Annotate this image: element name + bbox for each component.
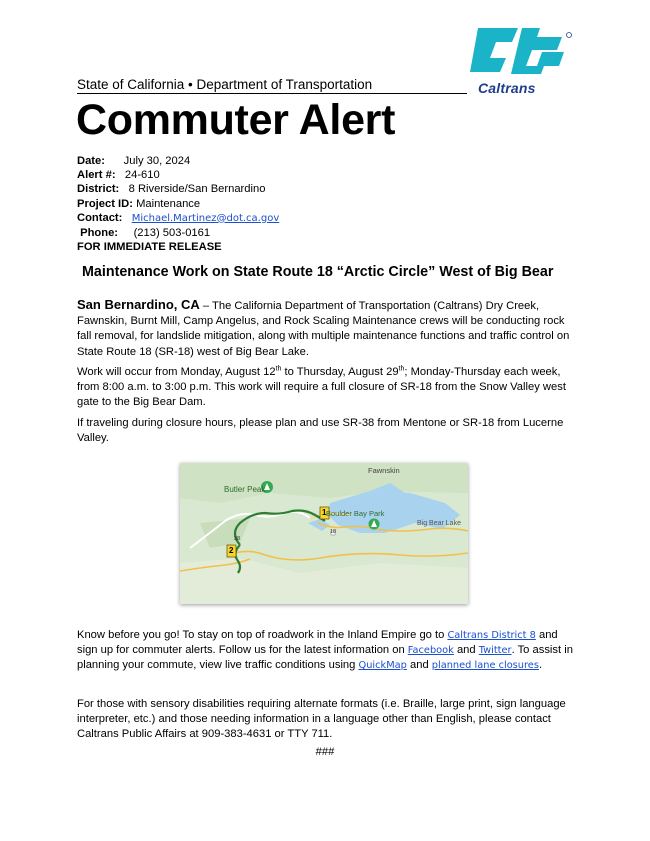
header-rule <box>77 93 467 94</box>
paragraph-detour: If traveling during closure hours, please plan and use SR-38 from Mentone or SR-18 from Lucerne Valley. <box>77 417 564 445</box>
alert-label: Alert #: <box>77 169 116 182</box>
end-mark: ### <box>315 746 335 758</box>
project-value: Maintenance <box>136 197 201 210</box>
contact-label: Contact: <box>77 211 123 224</box>
page-title: Commuter Alert <box>76 96 396 144</box>
closure-map <box>180 463 468 604</box>
district8-link[interactable]: Caltrans District 8 <box>447 630 536 641</box>
subhead: Maintenance Work on State Route 18 “Arctic Circle” West of Big Bear <box>82 264 554 280</box>
district-label: District: <box>77 183 120 196</box>
date-value: July 30, 2024 <box>123 155 191 167</box>
paragraph-accessibility: For those with sensory disabilities requiring alternate formats (i.e. Braille, large print, sign language interpreter, etc.) and those needing information in a language other than English, please contact Caltrans Public Affairs at 909-383-4631 or TTY 711. <box>77 698 566 741</box>
dateline: San Bernardino, CA <box>77 297 200 312</box>
phone-label: Phone: <box>80 227 119 240</box>
caltrans-logo-icon <box>466 22 576 84</box>
paragraph-know-before: Know before you go! To stay on top of roadwork in the Inland Empire go to Caltrans District 8 and sign up for commuter alerts. Follow us for the latest information on Facebook and Twitter. To assist in planning your commute, view live traffic conditions using QuickMap and planned lane closures. <box>77 629 573 672</box>
lane-closures-link[interactable]: planned lane closures <box>431 660 539 672</box>
meta-project <box>77 197 279 211</box>
map-label-fawnskin: Fawnskin <box>368 466 400 475</box>
meta-date <box>77 154 279 168</box>
contact-email-link[interactable]: Michael.Martinez@dot.ca.gov <box>131 212 280 224</box>
facebook-link[interactable]: Facebook <box>407 645 454 657</box>
alert-value: 24-610 <box>124 169 160 182</box>
map-shield-38: 38 <box>234 536 241 542</box>
agency-line: State of California • Department of Transportation <box>77 77 373 92</box>
quickmap-link[interactable]: QuickMap <box>358 660 407 672</box>
map-label-butler-peak: Butler Peak <box>224 485 266 494</box>
meta-district <box>77 182 279 196</box>
release-note: FOR IMMEDIATE RELEASE <box>77 241 222 254</box>
caltrans-wordmark: Caltrans <box>478 80 536 96</box>
map-marker-2: 2 <box>229 546 234 555</box>
meta-contact <box>77 211 279 226</box>
map-label-big-bear-lake: Big Bear Lake <box>417 520 461 527</box>
date-label: Date: <box>77 155 105 167</box>
meta-phone <box>77 226 279 240</box>
map-shield-18: 18 <box>330 529 337 535</box>
paragraph-schedule: Work will occur from Monday, August 12th to Thursday, August 29th; Monday-Thursday each week, from 8:00 a.m. to 3:00 p.m. This work will require a full closure of SR-18 from the Snow Valley west gate to the Big Bear Dam. <box>77 365 566 409</box>
project-label: Project ID: <box>77 197 133 210</box>
alert-meta <box>77 154 279 254</box>
map-label-boulder-bay: Boulder Bay Park <box>326 509 385 518</box>
district-value: 8 Riverside/San Bernardino <box>128 183 266 196</box>
phone-value: (213) 503-0161 <box>133 227 211 240</box>
map-marker-1: 1 <box>322 508 327 517</box>
meta-alert <box>77 168 279 182</box>
paragraph-intro: San Bernardino, CA – The California Department of Transportation (Caltrans) Dry Creek, Fawnskin, Burnt Mill, Camp Angelus, and Rock Scaling Maintenance crews will be conducting rock fall removal, for landslide mitigation, along with multiple maintenance functions and traffic control on State Route 18 (SR-18) west of Big Bear Lake. <box>77 297 570 358</box>
twitter-link[interactable]: Twitter <box>478 645 512 657</box>
